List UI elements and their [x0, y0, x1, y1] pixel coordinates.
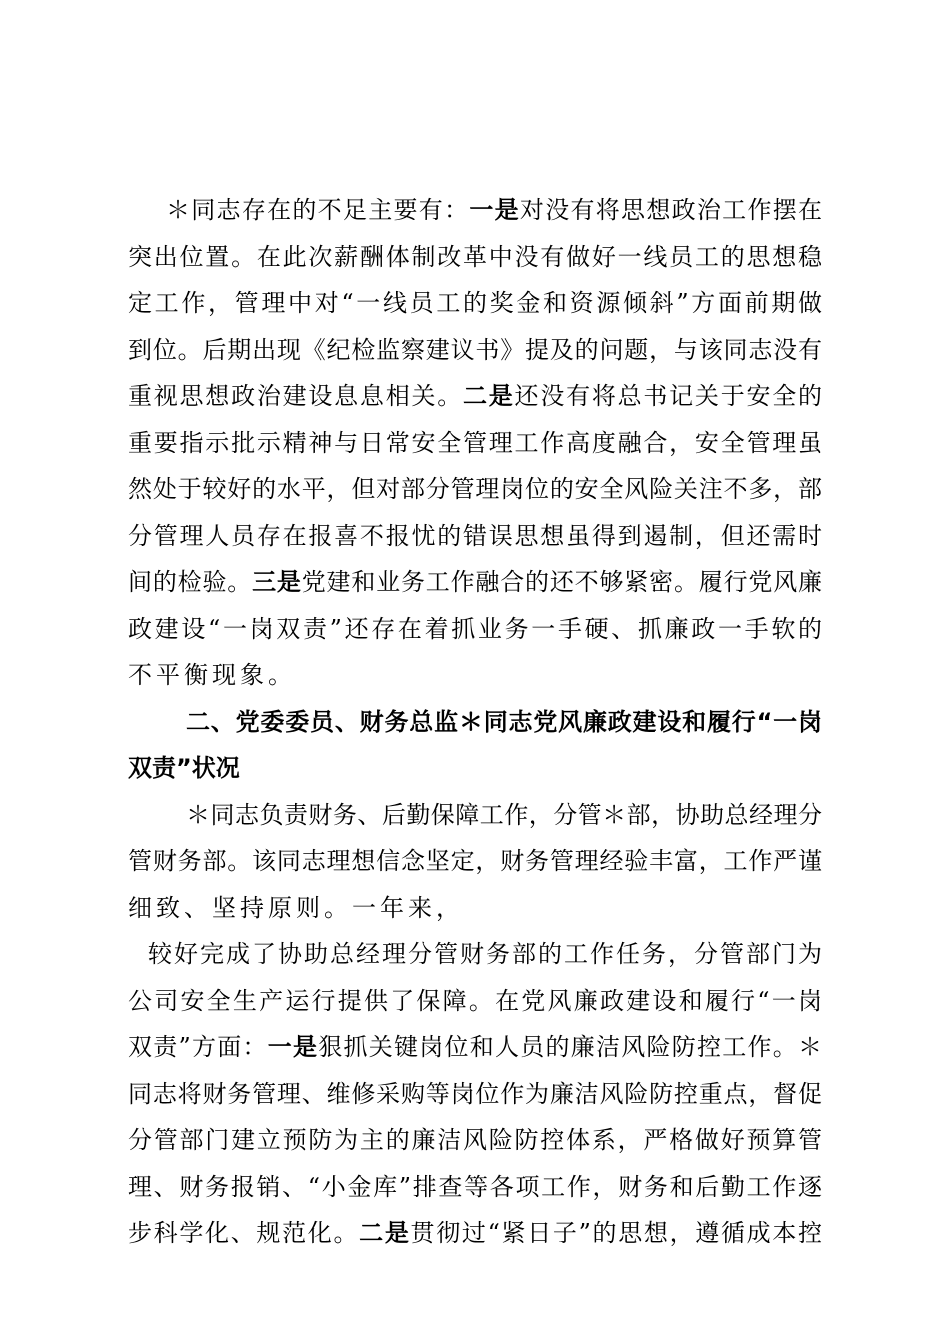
bold-marker: 二是: [359, 1218, 411, 1247]
text-line: 突出位置。在此次薪酬体制改革中没有做好一线员工的思想稳: [128, 242, 822, 271]
text-run: 对没有将思想政治工作摆在: [519, 196, 823, 224]
text-line: 分管理人员存在报喜不报忧的错误思想虽得到遏制，但还需时: [128, 521, 822, 550]
text-line: 重要指示批示精神与日常安全管理工作高度融合，安全管理虽: [128, 428, 822, 457]
text-run: 步科学化、规范化。: [128, 1219, 360, 1247]
text-run: 贯彻过“紧日子”的思想，遵循成本控: [410, 1219, 823, 1247]
text-line: 然处于较好的水平，但对部分管理岗位的安全风险关注不多，部: [128, 475, 822, 503]
text-run: 间的检验。: [128, 568, 253, 596]
heading-line: 双责”状况: [128, 754, 240, 782]
bold-marker: 一是: [469, 195, 520, 224]
bold-marker: 二是: [463, 381, 515, 410]
text-run: 党建和业务工作融合的还不够紧密。履行党风廉: [301, 568, 823, 596]
heading-line: 二、党委委员、财务总监＊同志党风廉政建设和履行“一岗: [186, 707, 822, 736]
text-run: ＊同志存在的不足主要有：: [166, 196, 470, 224]
bold-marker: 一是: [267, 1032, 319, 1061]
text-line: 较好完成了协助总经理分管财务部的工作任务，分管部门为: [148, 940, 822, 968]
text-run: 重视思想政治建设息息相关。: [128, 382, 463, 410]
text-line: 公司安全生产运行提供了保障。在党风廉政建设和履行“一岗: [128, 986, 822, 1015]
paragraph-achievements: [128, 931, 822, 1257]
text-line: [128, 1024, 822, 1071]
text-line: 细致、坚持原则。一年来，: [128, 893, 464, 922]
text-line: 不平衡现象。: [128, 661, 296, 689]
text-line: 管财务部。该同志理想信念坚定，财务管理经验丰富，工作严谨: [128, 847, 822, 875]
document-page: [128, 187, 822, 1257]
paragraph-shortcomings: [128, 187, 822, 699]
text-line: 理、财务报销、“小金库”排查等各项工作，财务和后勤工作逐: [128, 1172, 822, 1201]
text-line: 分管部门建立预防为主的廉洁风险防控体系，严格做好预算管: [128, 1126, 822, 1154]
text-run: 狠抓关键岗位和人员的廉洁风险防控工作。＊: [318, 1033, 822, 1061]
text-line: [128, 559, 822, 606]
text-line: [128, 1210, 822, 1257]
bold-marker: 三是: [252, 567, 302, 596]
text-line: [128, 373, 822, 420]
text-line: 同志将财务管理、维修采购等岗位作为廉洁风险防控重点，督促: [128, 1079, 822, 1108]
text-run: 还没有将总书记关于安全的: [514, 382, 823, 410]
paragraph-responsibilities: [128, 792, 822, 932]
text-line: 到位。后期出现《纪检监察建议书》提及的问题，与该同志没有: [128, 335, 822, 364]
section-heading: [128, 699, 822, 792]
text-run: 双责”方面：: [128, 1033, 268, 1061]
text-line: 政建设“一岗双责”还存在着抓业务一手硬、抓廉政一手软的: [128, 614, 822, 643]
text-line: ＊同志负责财务、后勤保障工作，分管＊部，协助总经理分: [186, 800, 822, 829]
text-line: 定工作，管理中对“一线员工的奖金和资源倾斜”方面前期做: [128, 289, 822, 317]
text-line: [128, 187, 822, 234]
